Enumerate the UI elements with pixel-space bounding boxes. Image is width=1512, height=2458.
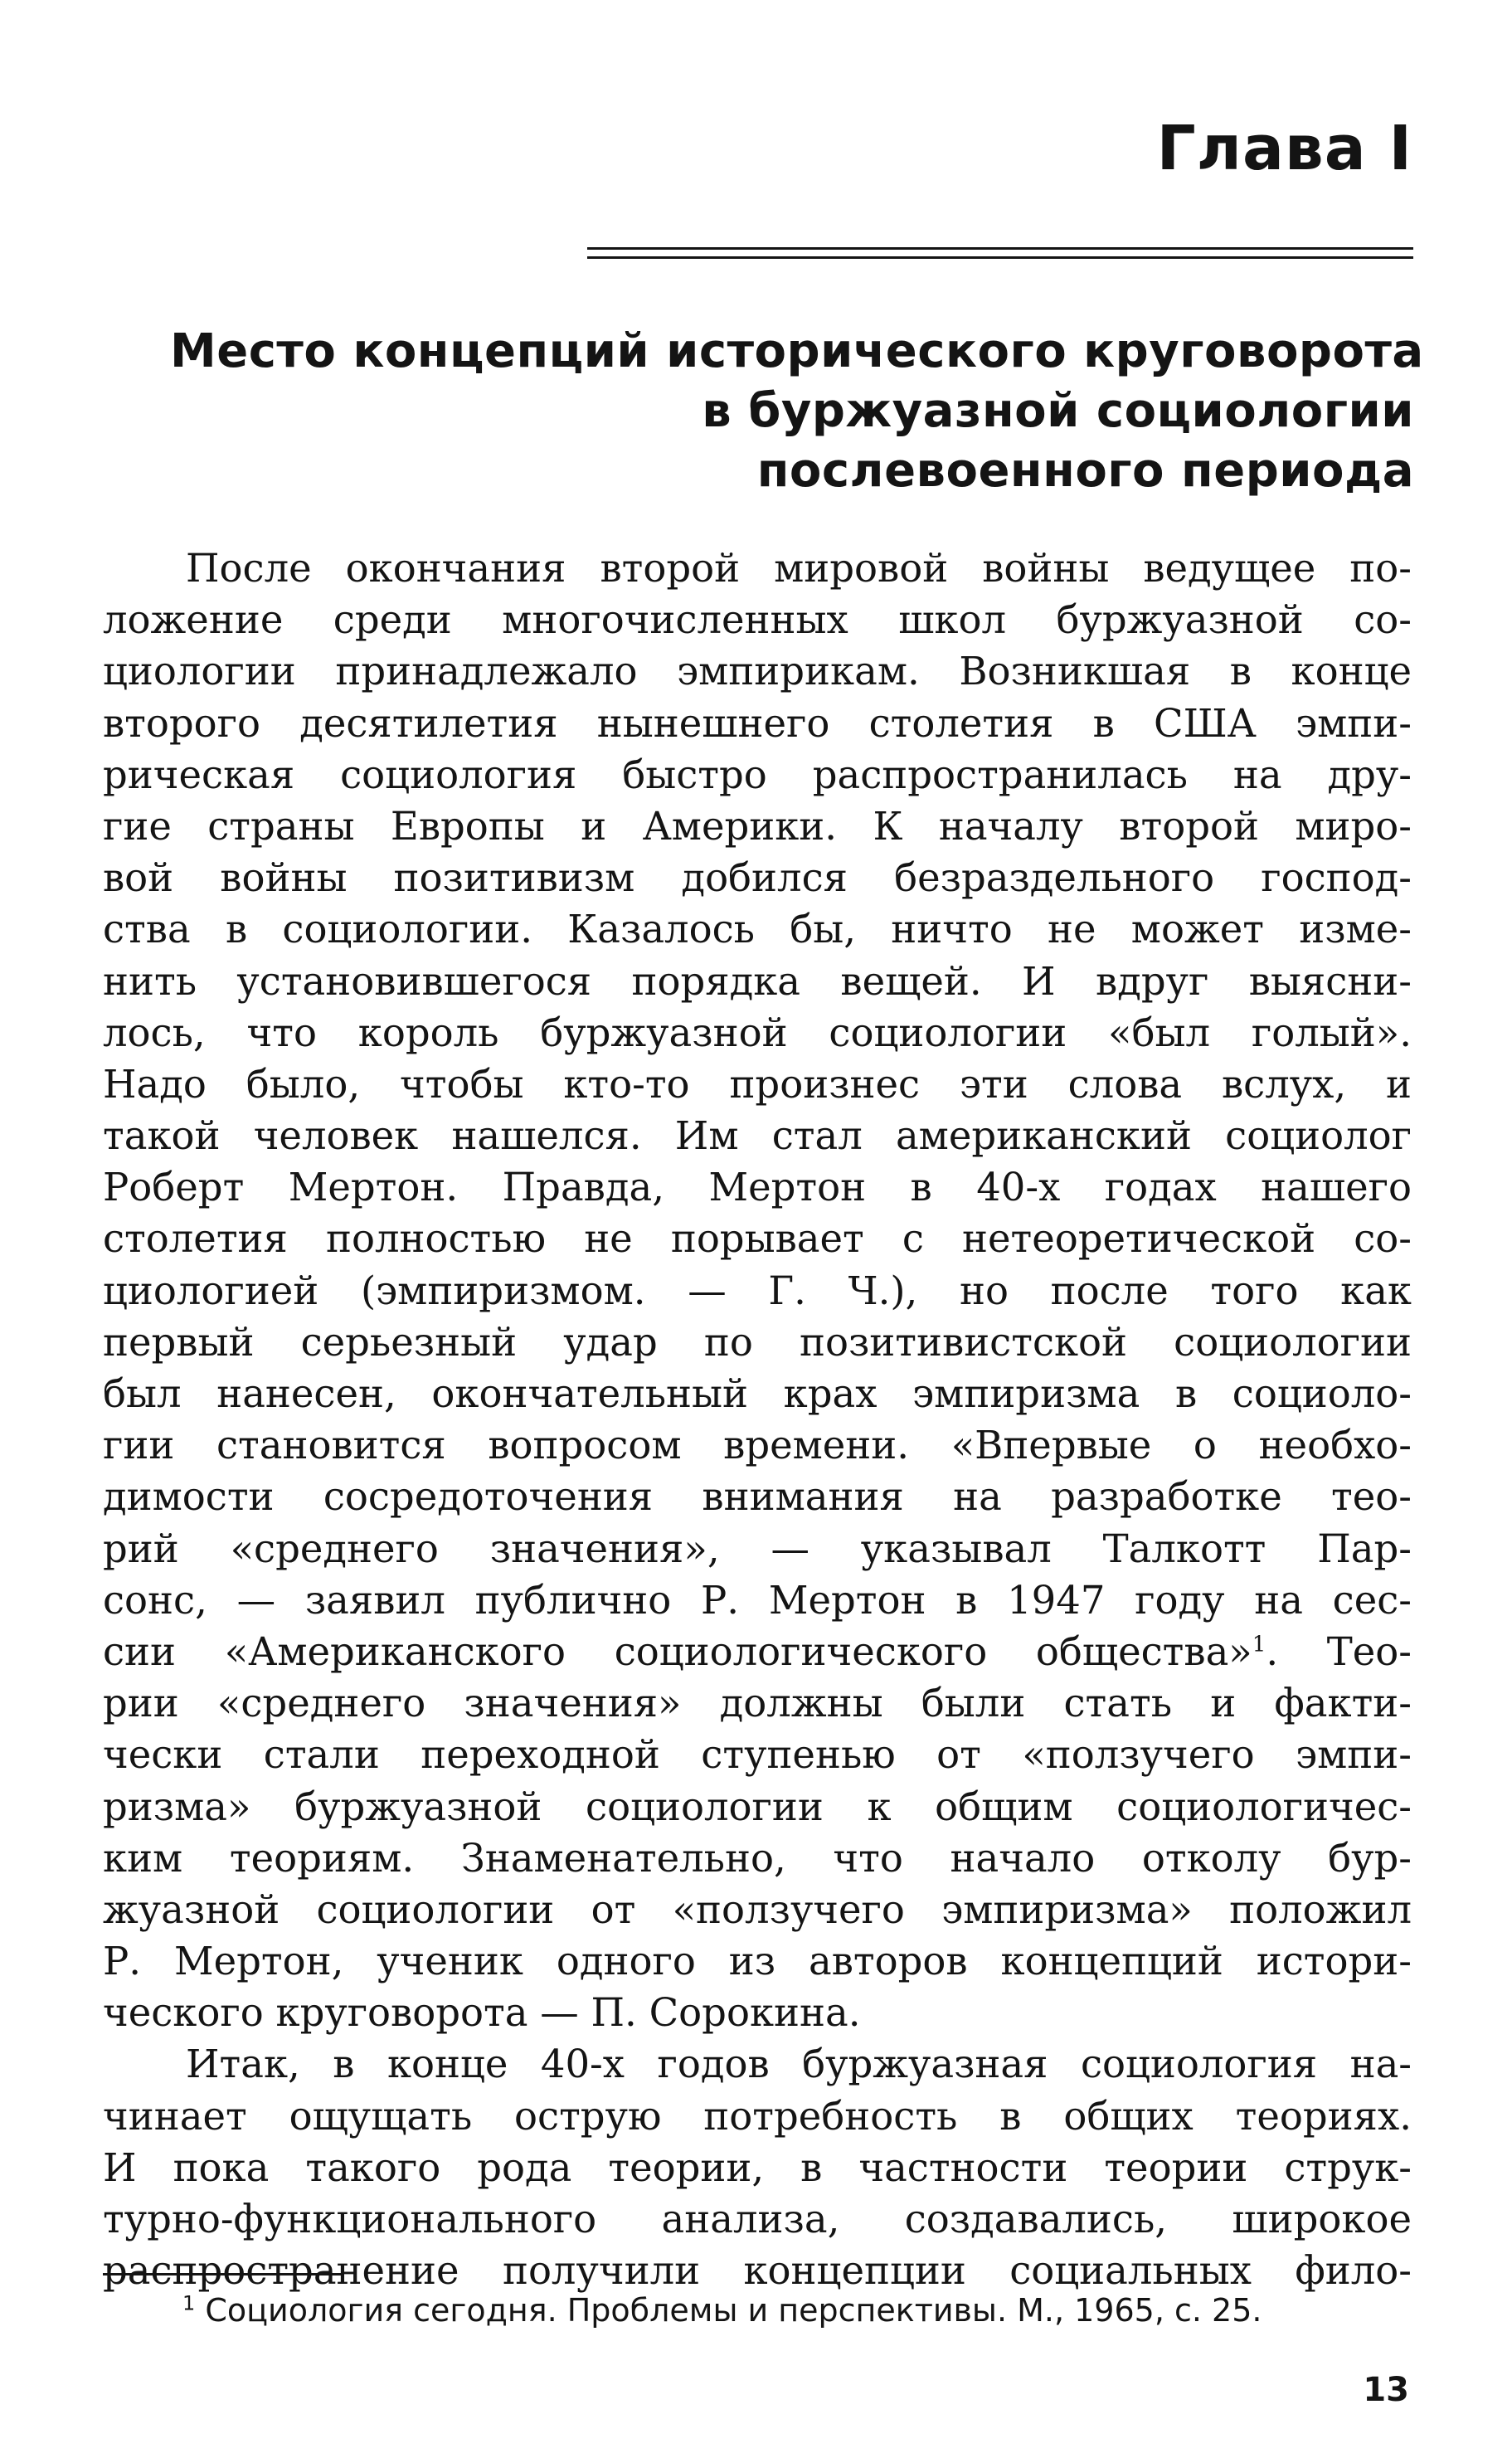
chapter-title-line: послевоенного периода	[756, 444, 1414, 498]
footnote-ref: 1	[1252, 1632, 1266, 1657]
body-line	[103, 645, 1412, 697]
body-line	[103, 1419, 1412, 1471]
body-line-text: рий «среднего значения», — указывал Талкотт Пар-	[103, 1526, 1412, 1571]
body-line-text: чинает ощущать острую потребность в общих теориях.	[103, 2093, 1412, 2139]
body-line	[103, 1575, 1412, 1626]
body-line-text: гие страны Европы и Америки. К началу второй миро-	[103, 803, 1412, 849]
body-line	[103, 2091, 1412, 2142]
body-line-text: столетия полностью не порывает с нетеоретической со-	[103, 1216, 1412, 1262]
body-line	[103, 956, 1412, 1007]
body-line-text: гии становится вопросом времени. «Впервые о необхо-	[103, 1423, 1412, 1468]
body-line-text: турно-функционального анализа, создавались, широкое	[103, 2197, 1412, 2241]
body-line	[103, 1368, 1412, 1419]
body-line	[103, 1729, 1412, 1780]
body-line-text: ким теориям. Знаменательно, что начало отколу бур-	[103, 1835, 1412, 1881]
body-line-text: ства в социологии. Казалось бы, ничто не может изме-	[103, 907, 1412, 952]
footnote-mark: 1	[182, 2291, 196, 2315]
body-line-text: распространение получили концепции социальных фило-	[103, 2248, 1412, 2294]
body-line	[103, 1884, 1412, 1935]
body-line-text: ложение среди многочисленных школ буржуазной со-	[103, 597, 1412, 643]
body-line	[103, 1833, 1412, 1884]
body-line-text: второго десятилетия нынешнего столетия в США эмпи-	[103, 700, 1412, 746]
footnote-rule	[103, 2273, 343, 2275]
body-text	[103, 543, 1412, 2296]
body-line-text: вой войны позитивизм добился безраздельного господ-	[103, 855, 1412, 901]
body-line	[103, 1987, 1412, 2038]
chapter-title	[170, 322, 1424, 501]
body-line	[103, 852, 1412, 903]
body-line-text: Роберт Мертон. Правда, Мертон в 40-х годах нашего	[103, 1165, 1412, 1210]
body-line	[103, 1265, 1412, 1317]
body-line	[103, 1781, 1412, 1833]
body-line-text: лось, что король буржуазной социологии «был голый».	[103, 1010, 1412, 1055]
body-line-text: Надо было, чтобы кто-то произнес эти слова вслух, и	[103, 1061, 1412, 1107]
body-line	[103, 903, 1412, 955]
chapter-heading: Глава I	[1156, 113, 1412, 184]
body-line	[103, 1626, 1412, 1677]
body-line	[103, 1110, 1412, 1161]
body-line	[103, 1317, 1412, 1368]
body-line-text: циологии принадлежало эмпирикам. Возникшая в конце	[103, 649, 1412, 694]
body-line	[103, 1677, 1412, 1729]
body-line-text: был нанесен, окончательный крах эмпиризма в социоло-	[103, 1371, 1412, 1416]
body-line-text: димости сосредоточения внимания на разработке тео-	[103, 1474, 1412, 1520]
body-line	[103, 1007, 1412, 1059]
body-line-text: нить установившегося порядка вещей. И вдруг выясни-	[103, 958, 1412, 1004]
body-line-text: рии «среднего значения» должны были стать и факти-	[103, 1681, 1412, 1726]
body-line-text: такой человек нашелся. Им стал американский социолог	[103, 1113, 1412, 1159]
body-line-text: сонс, — заявил публично Р. Мертон в 1947 году на сес-	[103, 1577, 1412, 1623]
body-line-text: Итак, в конце 40-х годов буржуазная социология на-	[186, 2042, 1412, 2087]
chapter-title-line: в буржуазной социологии	[702, 384, 1414, 438]
body-line-text: чески стали переходной ступенью от «ползучего эмпи-	[103, 1732, 1412, 1778]
body-line-text: ризма» буржуазной социологии к общим социологичес-	[103, 1784, 1412, 1829]
body-line	[103, 1213, 1412, 1264]
body-line-text: рическая социология быстро распространилась на дру-	[103, 752, 1412, 797]
body-line-text: сии «Американского социологического общества»	[103, 1628, 1252, 1674]
body-line	[103, 1935, 1412, 1987]
footnote	[182, 2290, 1410, 2331]
chapter-title-line: Место концепций исторического круговорота	[170, 324, 1424, 378]
body-line-text: циологией (эмпиризмом. — Г. Ч.), но после того как	[103, 1268, 1412, 1313]
body-line	[103, 1471, 1412, 1522]
footnote-text: Социология сегодня. Проблемы и перспективы. М., 1965, с. 25.	[205, 2292, 1262, 2329]
body-line	[103, 2193, 1412, 2245]
body-line	[103, 2038, 1412, 2090]
body-line	[103, 1161, 1412, 1213]
body-line-text: После окончания второй мировой войны ведущее по-	[186, 546, 1412, 591]
body-line	[103, 1523, 1412, 1575]
body-line	[103, 594, 1412, 645]
body-line	[103, 801, 1412, 852]
body-line	[103, 543, 1412, 594]
heading-double-rule	[587, 247, 1413, 259]
body-line	[103, 698, 1412, 749]
body-line-text: жуазной социологии от «ползучего эмпиризма» положил	[103, 1886, 1412, 1932]
body-line-text: ческого круговорота — П. Сорокина.	[103, 1990, 861, 2036]
body-line	[103, 2142, 1412, 2193]
body-line	[103, 749, 1412, 801]
body-line-text: Р. Мертон, ученик одного из авторов концепций истори-	[103, 1939, 1412, 1984]
body-line-text: И пока такого рода теории, в частности теории струк-	[103, 2144, 1412, 2190]
body-line-text: первый серьезный удар по позитивистской социологии	[103, 1319, 1412, 1365]
body-line-text: . Тео-	[1266, 1628, 1412, 1674]
body-line	[103, 1059, 1412, 1110]
page-number: 13	[1363, 2371, 1409, 2409]
